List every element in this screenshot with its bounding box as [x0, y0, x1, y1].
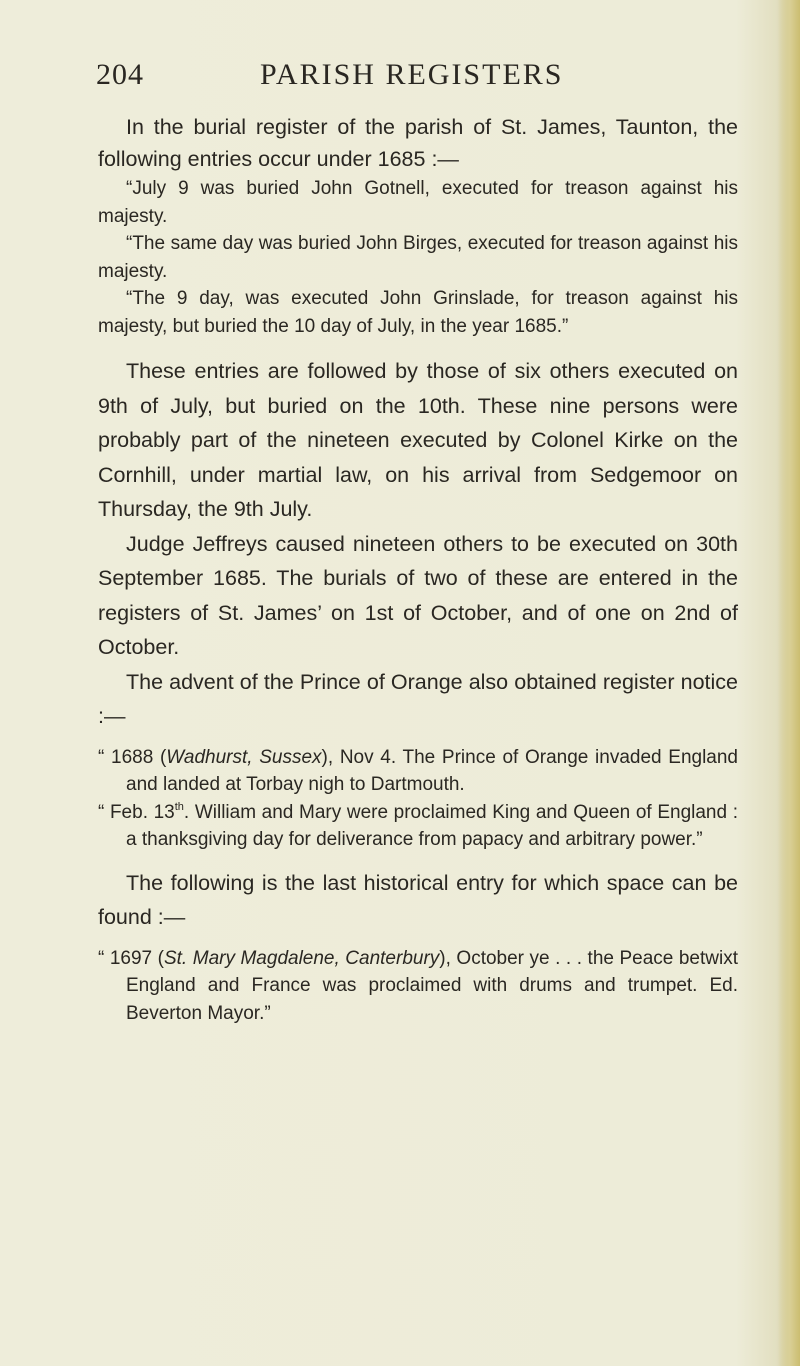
quote-1688-text: ), Nov 4. The Prince of Orange invaded England and landed at Torbay nigh to Dartmouth. — [126, 746, 738, 795]
page-number: 204 — [96, 58, 144, 91]
quote-1697-place: St. Mary Magdalene, Canterbury — [163, 947, 440, 969]
quote-1697-text: ), October ye . . . the Peace betwixt England and France was proclaimed with drums and trumpet. Ed. Beverton Mayor.” — [126, 947, 739, 1024]
quote-feb-prefix: “ Feb. 13 — [98, 801, 175, 823]
quote-feb-text: . William and Mary were proclaimed King and Queen of England : a thanksgiving day for deliverance from papacy and arbitrary power.” — [126, 801, 738, 850]
quote-feb — [98, 799, 738, 854]
paragraph-jeffreys: Judge Jeffreys caused nineteen others to be executed on 30th September 1685. The burials of two of these are entered in the registers of St. James’ on 1st of October, and of one on 2nd of October. — [98, 531, 738, 659]
register-entry-2: “The same day was buried John Birges, executed for treason against his majesty. — [98, 233, 738, 282]
quote-1688 — [98, 744, 738, 799]
running-title: PARISH REGISTERS — [260, 58, 564, 91]
quote-1688-place: Wadhurst, Sussex — [166, 746, 322, 768]
page-edge — [778, 0, 800, 1366]
register-entry-1: “July 9 was buried John Gotnell, executed for treason against his majesty. — [98, 178, 738, 227]
quote-1697 — [98, 945, 738, 1028]
quote-1688-prefix: “ 1688 ( — [98, 746, 167, 768]
paragraph-executions: These entries are followed by those of six others executed on 9th of July, but buried on the 10th. These nine persons were probably part of the nineteen executed by Colonel Kirke on the Cornhill, under martial law, on his arrival from Sedgemoor on Thursday, the 9th July. — [98, 359, 738, 521]
register-entry-3: “The 9 day, was executed John Grinslade, for treason against his majesty, but buried the 10 day of July, in the year 1685.” — [98, 288, 738, 337]
paragraph-orange: The advent of the Prince of Orange also obtained register notice :— — [98, 669, 738, 728]
intro-paragraph: In the burial register of the parish of St. James, Taunton, the following entries occur under 1685 :— — [98, 115, 738, 171]
paragraph-last-entry: The following is the last historical entry for which space can be found :— — [98, 870, 738, 929]
quote-feb-sup: th — [174, 800, 184, 813]
quote-1697-prefix: “ 1697 ( — [98, 947, 164, 969]
page-body — [98, 112, 738, 1027]
